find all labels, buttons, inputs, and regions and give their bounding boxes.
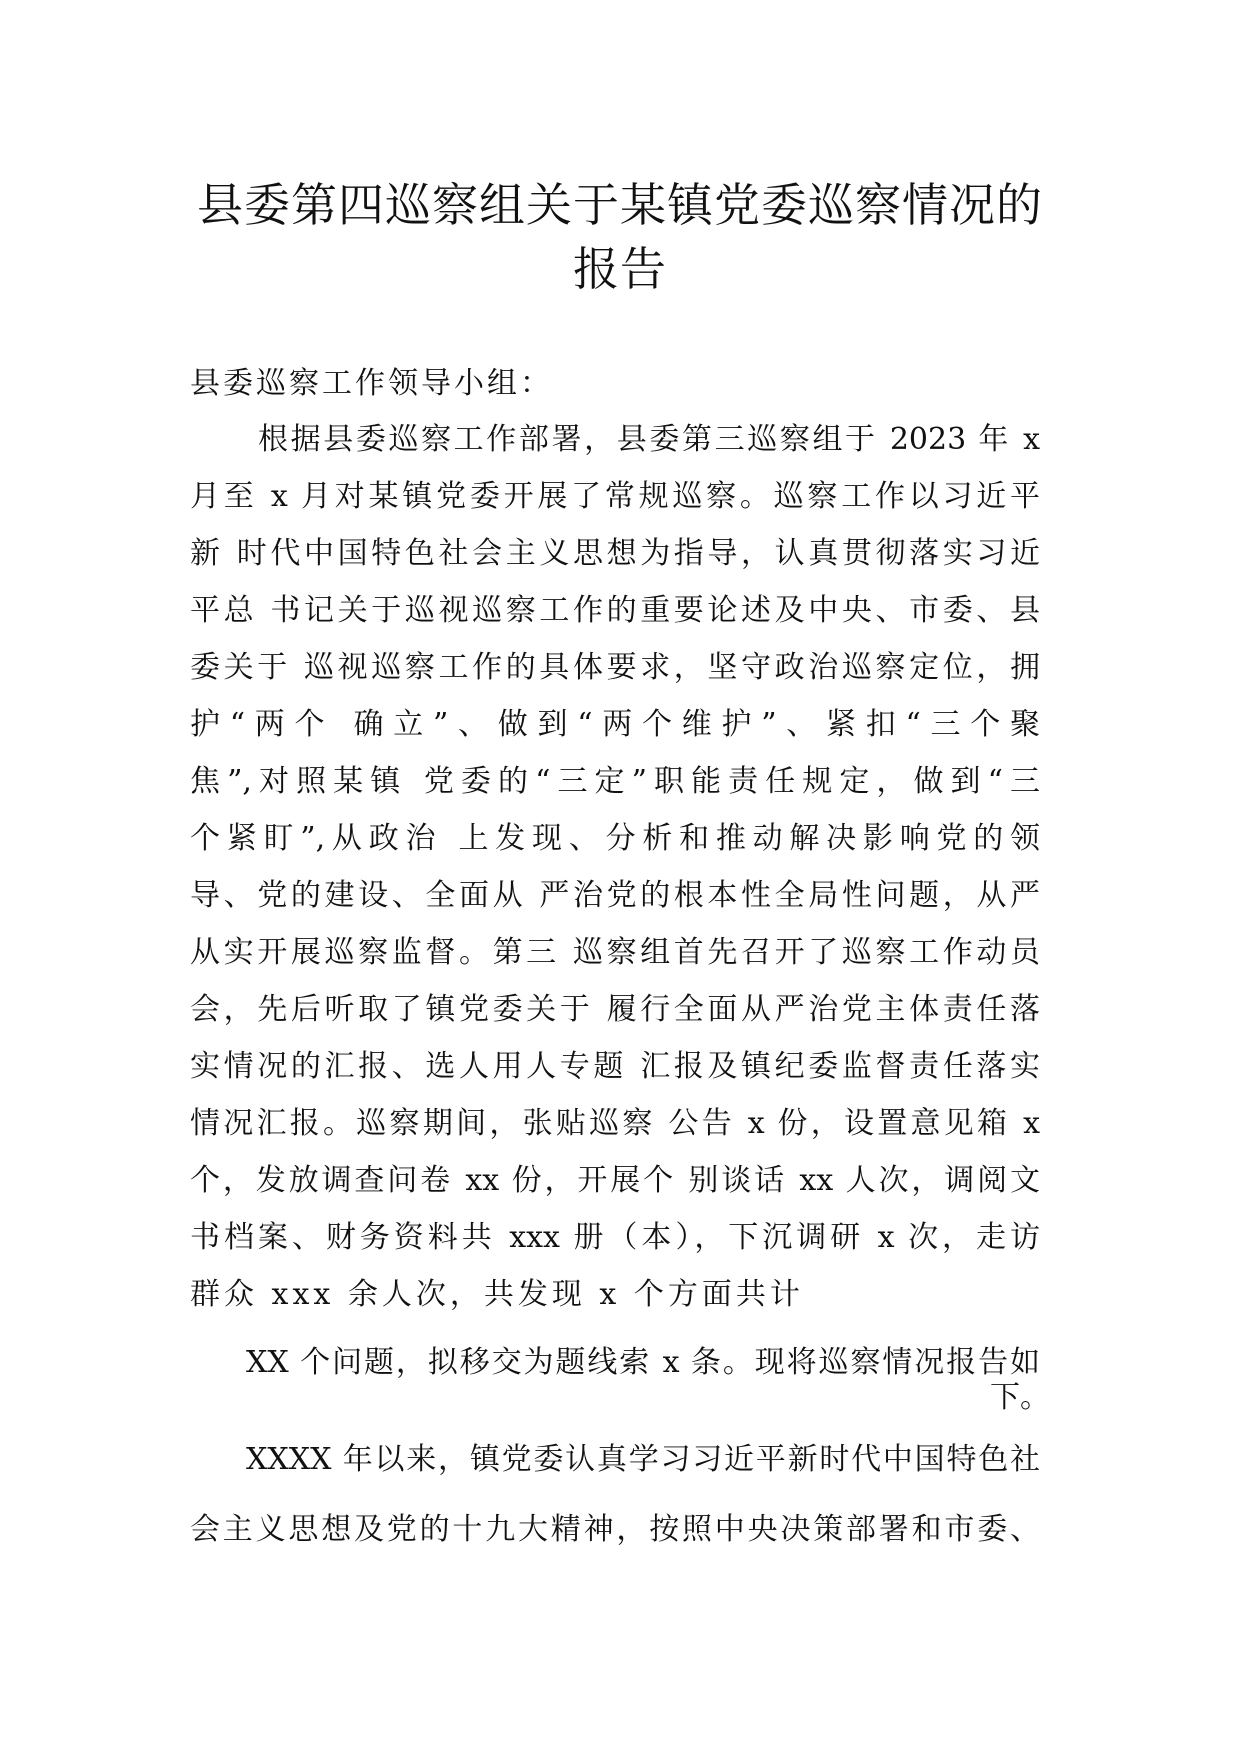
paragraph-line: 根据县委巡察工作部署，县委第三巡察组于 2023 年 x	[258, 422, 1040, 457]
paragraph-line: 个紧盯”,从政治 上发现、分析和推动解决影响党的领	[190, 821, 1040, 856]
paragraph-line: 平总 书记关于巡视巡察工作的重要论述及中央、市委、县	[190, 593, 1040, 628]
document-title-line-1: 县委第四巡察组关于某镇党委巡察情况的	[197, 178, 1043, 232]
paragraph-line: 导、党的建设、全面从 严治党的根本性全局性问题，从严	[190, 878, 1040, 913]
paragraph-line: 会，先后听取了镇党委关于 履行全面从严治党主体责任落	[190, 992, 1040, 1027]
paragraph-line: 情况汇报。巡察期间，张贴巡察 公告 x 份，设置意见箱 x	[190, 1106, 1040, 1141]
paragraph-line: 从实开展巡察监督。第三 巡察组首先召开了巡察工作动员	[190, 935, 1040, 970]
paragraph-line: 书档案、财务资料共 xxx 册（本），下沉调研 x 次，走访	[190, 1220, 1040, 1255]
paragraph-line: 护“两个 确立”、做到“两个维护”、紧扣“三个聚	[190, 707, 1040, 742]
paragraph-line: 实情况的汇报、选人用人专题 汇报及镇纪委监督责任落实	[190, 1049, 1040, 1084]
paragraph-line: 群众 xxx 余人次，共发现 x 个方面共计	[190, 1277, 804, 1312]
paragraph-line: XXXX 年以来，镇党委认真学习习近平新时代中国特色社	[246, 1442, 1040, 1477]
paragraph-line: 委关于 巡视巡察工作的具体要求，坚守政治巡察定位，拥	[190, 650, 1040, 685]
paragraph-line: 会主义思想及党的十九大精神，按照中央决策部署和市委、	[190, 1512, 1040, 1547]
salutation: 县委巡察工作领导小组：	[190, 366, 553, 401]
paragraph-line: XX 个问题，拟移交为题线索 x 条。现将巡察情况报告如	[246, 1345, 1040, 1380]
paragraph-line: 焦”,对照某镇 党委的“三定”职能责任规定，做到“三	[190, 764, 1040, 799]
document-title-line-2: 报告	[573, 242, 667, 296]
paragraph-tail: 下。	[990, 1380, 1050, 1415]
paragraph-line: 个，发放调查问卷 xx 份，开展个 别谈话 xx 人次，调阅文	[190, 1163, 1040, 1198]
paragraph-line: 新 时代中国特色社会主义思想为指导，认真贯彻落实习近	[190, 536, 1040, 571]
paragraph-line: 月至 x 月对某镇党委开展了常规巡察。巡察工作以习近平	[190, 479, 1040, 514]
